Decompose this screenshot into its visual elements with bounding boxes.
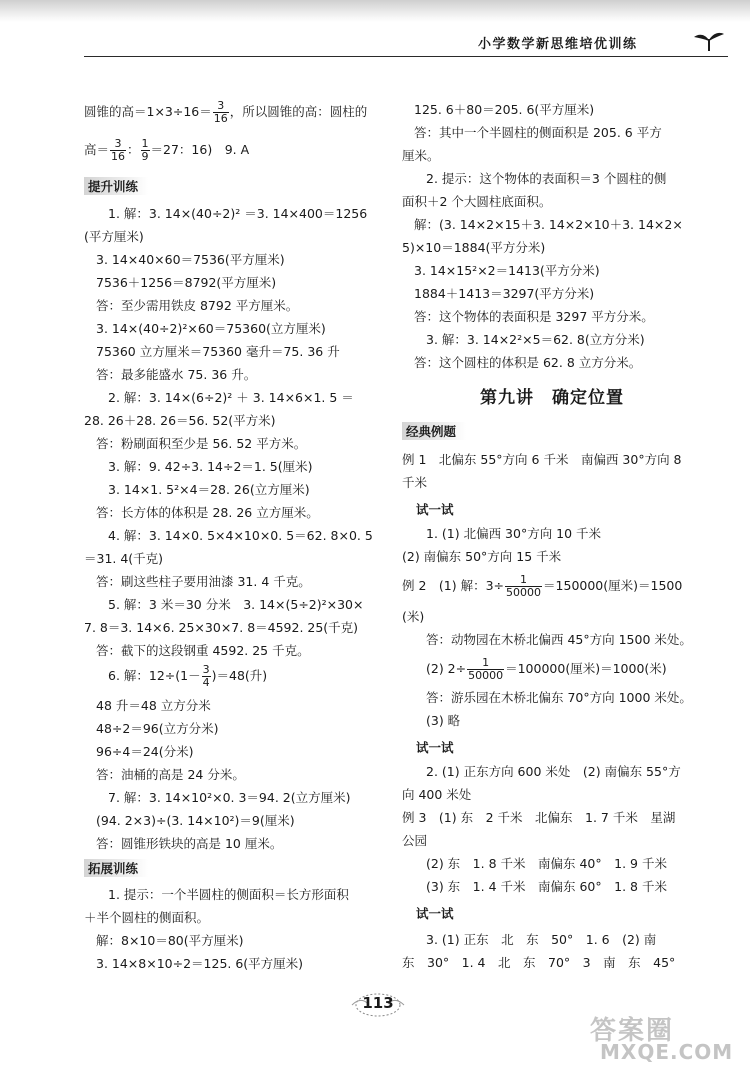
text-line: 1. (1) 北偏西 30°方向 10 千米 <box>426 526 602 541</box>
text-line: 答：圆锥形铁块的高是 10 厘米。 <box>96 836 283 851</box>
text-line: ＝31. 4(千克) <box>84 551 164 566</box>
lesson-title: 第九讲 确定位置 <box>480 388 624 408</box>
fraction: $\frac{1}{50000}$ <box>468 656 504 682</box>
watermark-url: MXQE.COM <box>600 1040 734 1064</box>
text-line: 1. 提示：一个半圆柱的侧面积＝长方形面积 <box>108 887 349 902</box>
text-line: 答：游乐园在木桥北偏东 70°方向 1000 米处。 <box>426 690 692 705</box>
text-line: 厘米。 <box>402 148 440 163</box>
text-line: 7536＋1256＝8792(平方厘米) <box>96 275 277 290</box>
text-line: 7. 解：3. 14×10²×0. 3＝94. 2(立方厘米) <box>108 790 351 805</box>
text-line: 向 400 米处 <box>402 787 472 802</box>
text-line: 3. 14×40×60＝7536(平方厘米) <box>96 252 285 267</box>
section-heading-extend: 拓展训练 <box>84 859 148 877</box>
fraction: $\frac{1}{50000}$ <box>506 573 542 599</box>
text-line: (平方厘米) <box>84 229 144 244</box>
text-line: 1. 解：3. 14×(40÷2)² ＝3. 14×400＝1256 <box>108 206 368 221</box>
text-line: 答：动物园在木桥北偏西 45°方向 1500 米处。 <box>426 632 692 647</box>
header-title: 小学数学新思维培优训练 <box>478 37 638 52</box>
text-line: (2) 东 1. 8 千米 南偏东 40° 1. 9 千米 <box>426 856 667 871</box>
page-number: 113 <box>362 994 394 1012</box>
page-number-badge <box>348 990 408 1020</box>
sprout-logo-icon <box>692 30 726 52</box>
text-line: 答：长方体的体积是 28. 26 立方厘米。 <box>96 505 319 520</box>
text-line: (3) 东 1. 4 千米 南偏东 60° 1. 8 千米 <box>426 879 667 894</box>
text-line: 125. 6＋80＝205. 6(平方厘米) <box>414 102 595 117</box>
text-line: 96÷4＝24(分米) <box>96 744 194 759</box>
text-line: (2) 南偏东 50°方向 15 千米 <box>402 549 562 564</box>
text-line: 千米 <box>402 475 428 490</box>
text-line: 答：粉刷面积至少是 56. 52 平方米。 <box>96 436 307 451</box>
fraction: $\frac{3}{16}$ <box>111 137 126 163</box>
text-line: 答：截下的这段钢重 4592. 25 千克。 <box>96 643 310 658</box>
text-line: 3. 14×15²×2＝1413(平方分米) <box>414 263 600 278</box>
text-line: 6. 解：12÷(1－ $\frac{3}{4}$ )＝48(升) <box>108 663 268 689</box>
watermark-logo: 答案圈 <box>590 1016 675 1046</box>
text-line: 答：这个圆柱的体积是 62. 8 立方分米。 <box>414 355 642 370</box>
try-heading: 试一试 <box>416 502 454 517</box>
text-line: 28. 26＋28. 26＝56. 52(平方米) <box>84 413 276 428</box>
text-line: 3. 14×8×10÷2＝125. 6(平方厘米) <box>96 956 304 971</box>
text-line: 答：其中一个半圆柱的侧面积是 205. 6 平方 <box>414 125 662 140</box>
text-line: (94. 2×3)÷(3. 14×10²)＝9(厘米) <box>96 813 295 828</box>
fraction: $\frac{3}{4}$ <box>202 663 210 689</box>
text-line: (3) 略 <box>426 713 461 728</box>
text-line: 解：(3. 14×2×15＋3. 14×2×10＋3. 14×2× <box>414 217 683 232</box>
text-line: 解：8×10＝80(平方厘米) <box>96 933 244 948</box>
top-scan-band <box>0 0 750 22</box>
text-line: 高＝ $\frac{3}{16}$ ： $\frac{1}{9}$ ＝27：16) 9. A <box>84 137 250 163</box>
text-line: 3. 解：9. 42÷3. 14÷2＝1. 5(厘米) <box>108 459 313 474</box>
text-line: 例 3 (1) 东 2 千米 北偏东 1. 7 千米 星湖 <box>402 810 676 825</box>
text-line: 48 升＝48 立方分米 <box>96 698 211 713</box>
text-line: 2. 解：3. 14×(6÷2)² ＋ 3. 14×6×1. 5 ＝ <box>108 390 354 405</box>
text-line: 例 2 (1) 解：3÷ $\frac{1}{50000}$ ＝150000(厘米)＝1500 <box>402 573 683 599</box>
text-line: 答：这个物体的表面积是 3297 平方分米。 <box>414 309 654 324</box>
section-heading-improve: 提升训练 <box>84 177 148 195</box>
text-line: 2. (1) 正东方向 600 米处 (2) 南偏东 55°方 <box>426 764 681 779</box>
text-line: 1884＋1413＝3297(平方分米) <box>414 286 595 301</box>
text-line: 75360 立方厘米＝75360 毫升＝75. 36 升 <box>96 344 340 359</box>
text-line: 5)×10＝1884(平方分米) <box>402 240 546 255</box>
text-line: 7. 8＝3. 14×6. 25×30×7. 8＝4592. 25(千克) <box>84 620 359 635</box>
text-line: (米) <box>402 609 425 624</box>
text-line: 圆锥的高＝1×3÷16＝ $\frac{3}{16}$ ，所以圆锥的高：圆柱的 <box>84 99 368 125</box>
try-heading: 试一试 <box>416 740 454 755</box>
text-line: 4. 解：3. 14×0. 5×4×10×0. 5＝62. 8×0. 5 <box>108 528 373 543</box>
section-heading-examples: 经典例题 <box>402 422 466 440</box>
text-line: 3. 14×1. 5²×4＝28. 26(立方厘米) <box>108 482 310 497</box>
text-line: 48÷2＝96(立方分米) <box>96 721 219 736</box>
header-rule <box>84 56 728 57</box>
text-line: ＋半个圆柱的侧面积。 <box>84 910 210 925</box>
text-line: 答：最多能盛水 75. 36 升。 <box>96 367 257 382</box>
text-line: 公园 <box>402 833 428 848</box>
text-line: (2) 2÷ $\frac{1}{50000}$ ＝100000(厘米)＝1000(米) <box>426 656 667 682</box>
text-line: 答：至少需用铁皮 8792 平方厘米。 <box>96 298 299 313</box>
fraction: $\frac{3}{16}$ <box>213 99 228 125</box>
text-line: 5. 解：3 米＝30 分米 3. 14×(5÷2)²×30× <box>108 597 364 612</box>
text-line: 答：刷这些柱子要用油漆 31. 4 千克。 <box>96 574 311 589</box>
text-line: 例 1 北偏东 55°方向 6 千米 南偏西 30°方向 8 <box>402 452 682 467</box>
text-line: 2. 提示：这个物体的表面积＝3 个圆柱的侧 <box>426 171 667 186</box>
text-line: 3. 14×(40÷2)²×60＝75360(立方厘米) <box>96 321 326 336</box>
try-heading: 试一试 <box>416 906 454 921</box>
text-line: 3. 解：3. 14×2²×5＝62. 8(立方分米) <box>426 332 645 347</box>
fraction: $\frac{1}{9}$ <box>141 137 149 163</box>
text-line: 3. (1) 正东 北 东 50° 1. 6 (2) 南 <box>426 932 657 947</box>
text-line: 答：油桶的高是 24 分米。 <box>96 767 245 782</box>
text-line: 东 30° 1. 4 北 东 70° 3 南 东 45° <box>402 955 676 970</box>
text-line: 面积＋2 个大圆柱底面积。 <box>402 194 552 209</box>
